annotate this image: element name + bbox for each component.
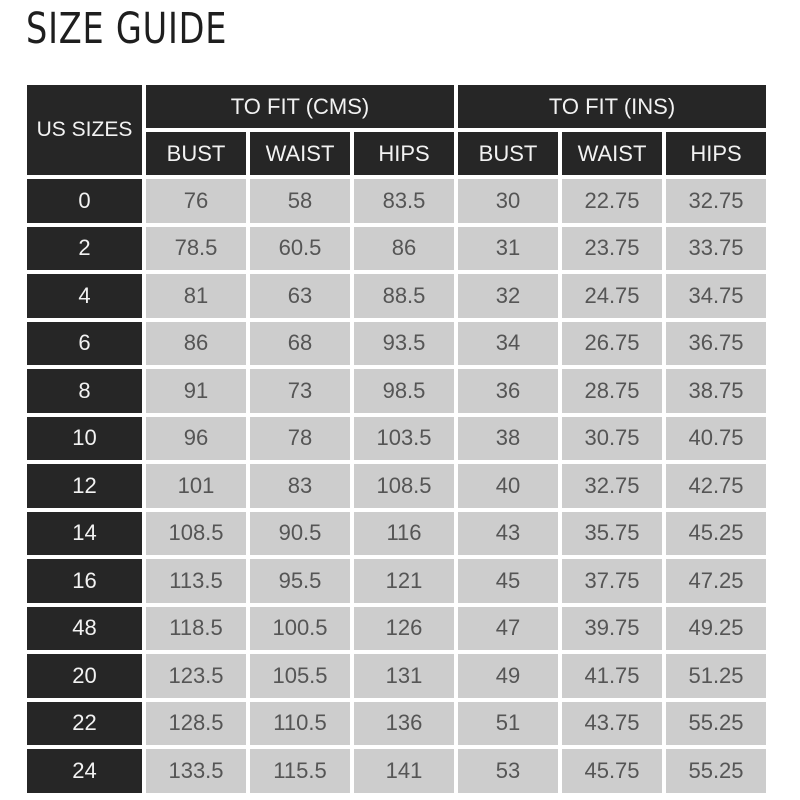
waist-ins-cell: 24.75 [562,274,662,318]
hips-cms-cell: 86 [354,227,454,271]
waist-ins-cell: 23.75 [562,227,662,271]
waist-ins-cell: 41.75 [562,654,662,698]
waist-ins-cell: 37.75 [562,559,662,603]
table-row [27,512,766,556]
waist-cms-cell: 90.5 [250,512,350,556]
hips-ins-cell: 55.25 [666,702,766,746]
size-cell: 0 [27,179,142,223]
hips-ins-cell: 32.75 [666,179,766,223]
size-cell: 8 [27,369,142,413]
bust-cms-cell: 123.5 [146,654,246,698]
hips-cms-cell: 108.5 [354,464,454,508]
waist-cms-cell: 115.5 [250,749,350,793]
waist-ins-cell: 30.75 [562,417,662,461]
bust-cms-cell: 76 [146,179,246,223]
bust-cms-cell: 128.5 [146,702,246,746]
bust-cms-cell: 81 [146,274,246,318]
hips-cms-cell: 103.5 [354,417,454,461]
hips-cms-cell: 88.5 [354,274,454,318]
bust-ins-cell: 49 [458,654,558,698]
column-header-hips-cms: HIPS [354,132,454,175]
hips-cms-cell: 141 [354,749,454,793]
bust-ins-cell: 31 [458,227,558,271]
header-group-row [27,85,766,128]
size-cell: 10 [27,417,142,461]
table-row [27,417,766,461]
hips-cms-cell: 121 [354,559,454,603]
table-row [27,274,766,318]
hips-cms-cell: 116 [354,512,454,556]
hips-cms-cell: 131 [354,654,454,698]
column-header-bust-cms: BUST [146,132,246,175]
size-cell: 14 [27,512,142,556]
waist-ins-cell: 22.75 [562,179,662,223]
bust-ins-cell: 36 [458,369,558,413]
table-row [27,559,766,603]
waist-cms-cell: 95.5 [250,559,350,603]
column-header-waist-ins: WAIST [562,132,662,175]
us-sizes-header: US SIZES [27,85,142,175]
waist-cms-cell: 83 [250,464,350,508]
hips-ins-cell: 36.75 [666,322,766,366]
hips-cms-cell: 126 [354,607,454,651]
table-row [27,702,766,746]
bust-ins-cell: 53 [458,749,558,793]
bust-cms-cell: 101 [146,464,246,508]
waist-cms-cell: 73 [250,369,350,413]
waist-ins-cell: 43.75 [562,702,662,746]
hips-ins-cell: 51.25 [666,654,766,698]
hips-cms-cell: 93.5 [354,322,454,366]
group-header-ins: TO FIT (INS) [458,85,766,128]
size-cell: 20 [27,654,142,698]
bust-cms-cell: 113.5 [146,559,246,603]
table-row [27,464,766,508]
bust-cms-cell: 118.5 [146,607,246,651]
hips-ins-cell: 49.25 [666,607,766,651]
waist-cms-cell: 110.5 [250,702,350,746]
bust-ins-cell: 40 [458,464,558,508]
hips-ins-cell: 42.75 [666,464,766,508]
waist-cms-cell: 60.5 [250,227,350,271]
hips-ins-cell: 40.75 [666,417,766,461]
bust-ins-cell: 47 [458,607,558,651]
table-row [27,179,766,223]
hips-ins-cell: 33.75 [666,227,766,271]
size-cell: 48 [27,607,142,651]
column-header-waist-cms: WAIST [250,132,350,175]
table-row [27,607,766,651]
bust-cms-cell: 91 [146,369,246,413]
waist-cms-cell: 105.5 [250,654,350,698]
bust-ins-cell: 45 [458,559,558,603]
hips-ins-cell: 47.25 [666,559,766,603]
bust-ins-cell: 43 [458,512,558,556]
bust-cms-cell: 96 [146,417,246,461]
size-cell: 22 [27,702,142,746]
table-row [27,322,766,366]
page-title: SIZE GUIDE [26,4,228,54]
bust-ins-cell: 51 [458,702,558,746]
bust-cms-cell: 86 [146,322,246,366]
table-row [27,654,766,698]
hips-cms-cell: 83.5 [354,179,454,223]
table-row [27,369,766,413]
hips-ins-cell: 34.75 [666,274,766,318]
waist-ins-cell: 28.75 [562,369,662,413]
size-cell: 16 [27,559,142,603]
size-cell: 12 [27,464,142,508]
waist-cms-cell: 63 [250,274,350,318]
size-cell: 2 [27,227,142,271]
waist-cms-cell: 78 [250,417,350,461]
waist-ins-cell: 45.75 [562,749,662,793]
bust-ins-cell: 30 [458,179,558,223]
bust-ins-cell: 32 [458,274,558,318]
bust-cms-cell: 108.5 [146,512,246,556]
waist-cms-cell: 58 [250,179,350,223]
hips-cms-cell: 98.5 [354,369,454,413]
bust-ins-cell: 38 [458,417,558,461]
group-header-cms: TO FIT (CMS) [146,85,454,128]
table-row [27,749,766,793]
waist-cms-cell: 68 [250,322,350,366]
size-cell: 4 [27,274,142,318]
hips-ins-cell: 45.25 [666,512,766,556]
hips-ins-cell: 55.25 [666,749,766,793]
column-header-hips-ins: HIPS [666,132,766,175]
waist-ins-cell: 32.75 [562,464,662,508]
bust-cms-cell: 78.5 [146,227,246,271]
waist-ins-cell: 26.75 [562,322,662,366]
size-guide-table [23,81,770,797]
size-cell: 24 [27,749,142,793]
bust-ins-cell: 34 [458,322,558,366]
size-cell: 6 [27,322,142,366]
hips-cms-cell: 136 [354,702,454,746]
column-header-bust-ins: BUST [458,132,558,175]
hips-ins-cell: 38.75 [666,369,766,413]
bust-cms-cell: 133.5 [146,749,246,793]
waist-ins-cell: 39.75 [562,607,662,651]
table-row [27,227,766,271]
waist-ins-cell: 35.75 [562,512,662,556]
waist-cms-cell: 100.5 [250,607,350,651]
